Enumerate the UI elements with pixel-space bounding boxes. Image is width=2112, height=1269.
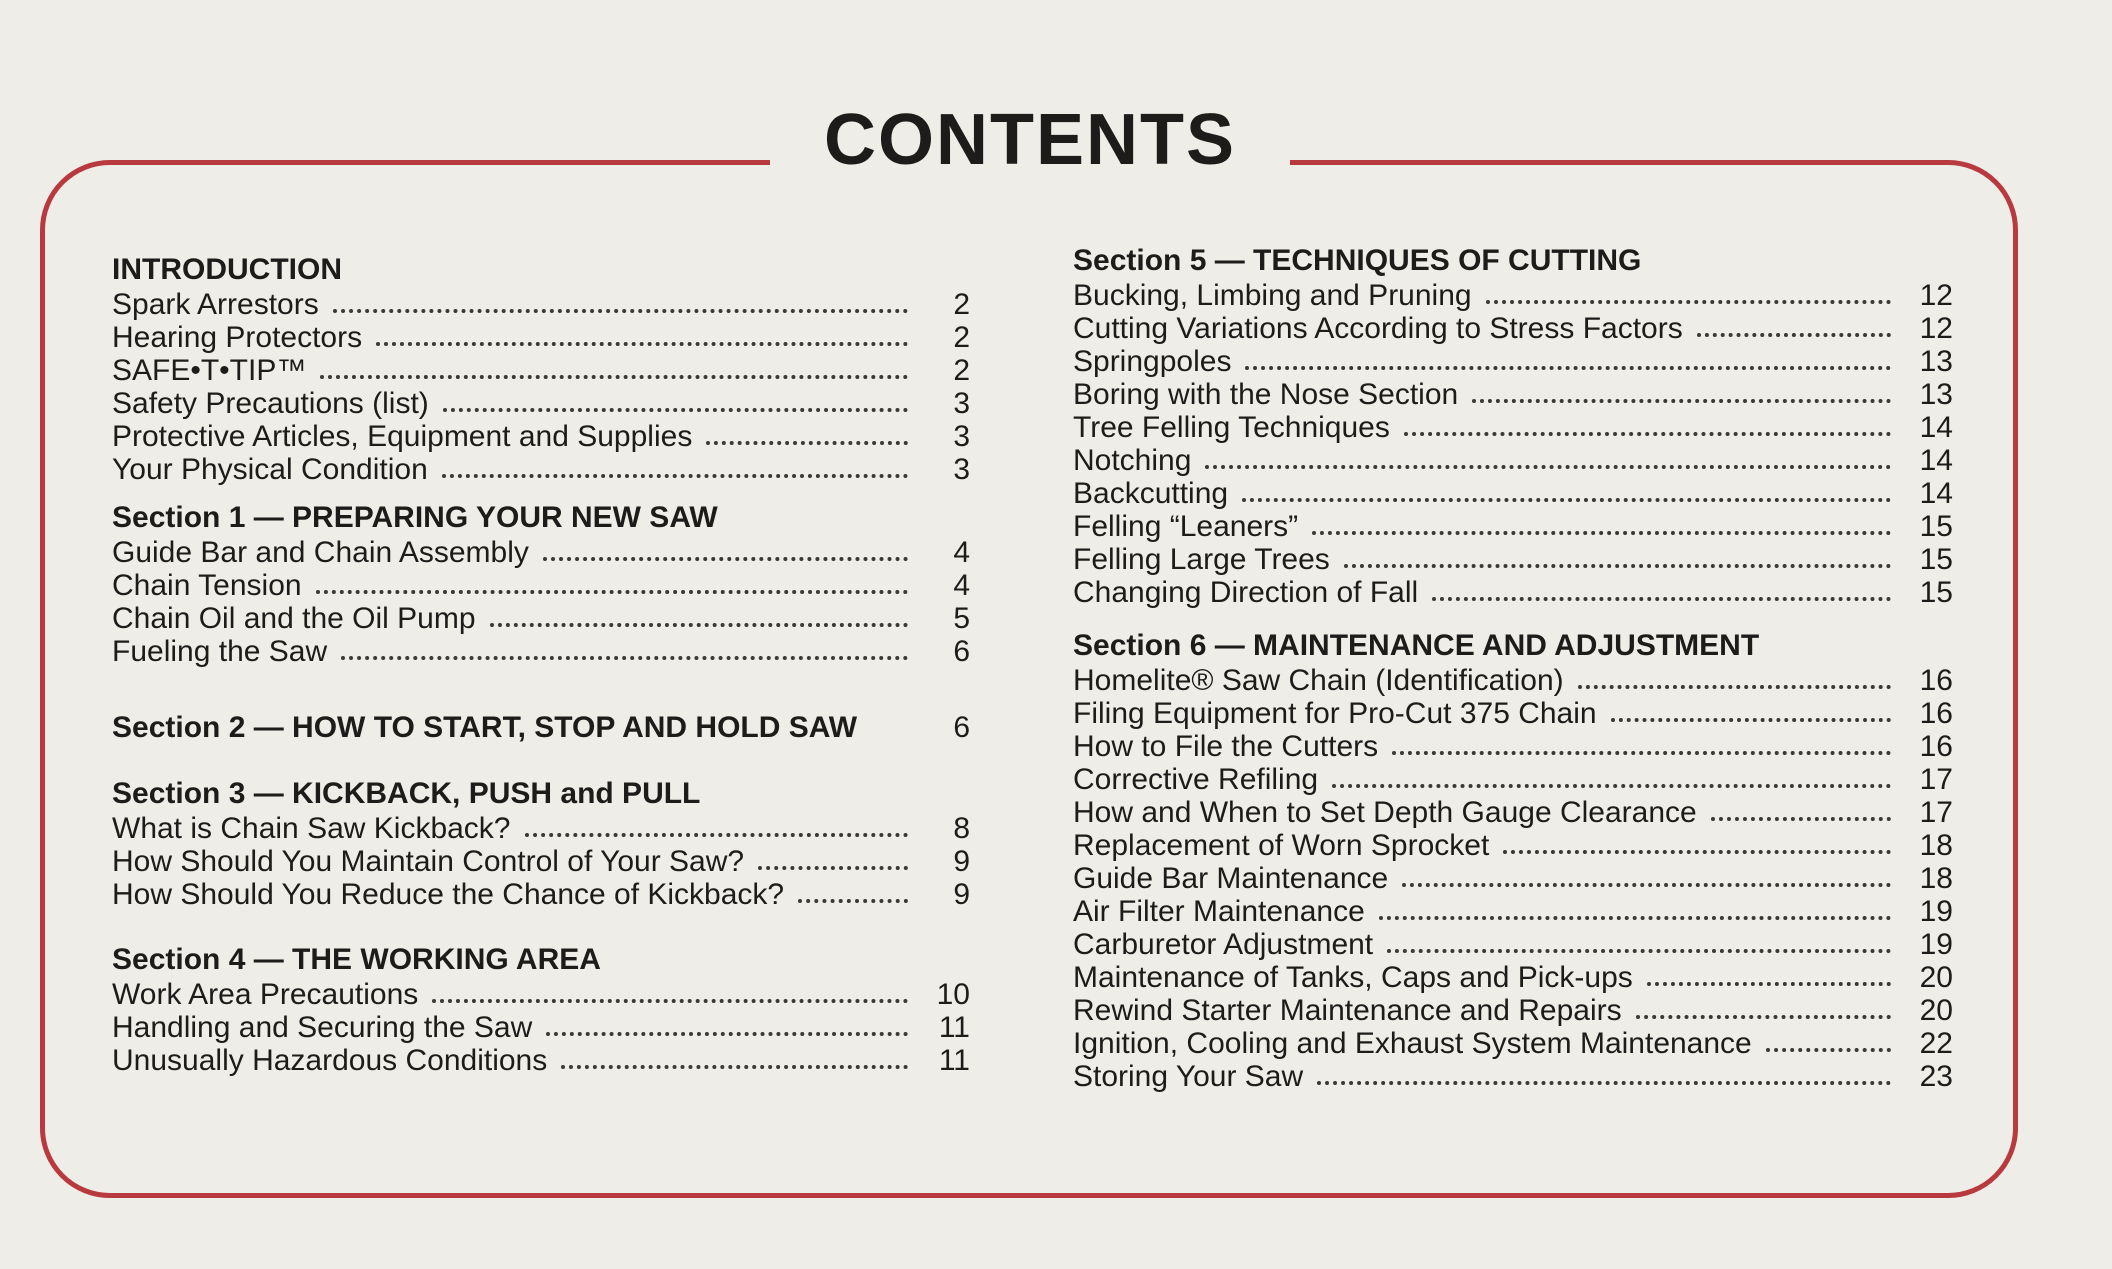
toc-entry bbox=[1073, 796, 1953, 829]
entry-title: Felling Large Trees bbox=[1073, 543, 1330, 576]
entry-page-number: 9 bbox=[953, 845, 970, 878]
section-heading bbox=[1073, 628, 1953, 664]
entry-title: Maintenance of Tanks, Caps and Pick-ups bbox=[1073, 961, 1633, 994]
section-heading-text: Section 5 — TECHNIQUES OF CUTTING bbox=[1073, 244, 1642, 277]
section-heading bbox=[112, 710, 970, 746]
entry-title: Homelite® Saw Chain (Identification) bbox=[1073, 664, 1564, 697]
entry-title: How and When to Set Depth Gauge Clearance bbox=[1073, 796, 1697, 829]
entry-page-number: 3 bbox=[953, 387, 970, 420]
dot-leader bbox=[1312, 531, 1891, 535]
toc-entry bbox=[112, 387, 970, 420]
toc-entry bbox=[112, 1011, 970, 1044]
entry-title: Changing Direction of Fall bbox=[1073, 576, 1419, 609]
entry-page-number: 2 bbox=[953, 354, 970, 387]
toc-entry bbox=[1073, 862, 1953, 895]
entry-title: What is Chain Saw Kickback? bbox=[112, 812, 511, 845]
entry-page-number: 15 bbox=[1919, 576, 1953, 609]
entry-title: Your Physical Condition bbox=[112, 453, 428, 486]
entry-title: Filing Equipment for Pro-Cut 375 Chain bbox=[1073, 697, 1597, 730]
section-heading-text: Section 6 — MAINTENANCE AND ADJUSTMENT bbox=[1073, 629, 1760, 662]
toc-entry bbox=[112, 1044, 970, 1077]
toc-entry bbox=[112, 845, 970, 878]
toc-entry bbox=[1073, 895, 1953, 928]
entry-title: Chain Oil and the Oil Pump bbox=[112, 602, 476, 635]
section-heading-text: Section 2 — HOW TO START, STOP AND HOLD SAW bbox=[112, 711, 858, 744]
toc-section bbox=[112, 500, 970, 668]
entry-page-number: 23 bbox=[1919, 1060, 1953, 1093]
entry-title: Notching bbox=[1073, 444, 1192, 477]
toc-entry bbox=[1073, 279, 1953, 312]
toc-entry bbox=[112, 288, 970, 321]
entry-title: Tree Felling Techniques bbox=[1073, 411, 1390, 444]
toc-entry bbox=[1073, 994, 1953, 1027]
entry-page-number: 17 bbox=[1919, 796, 1953, 829]
toc-section bbox=[1073, 243, 1953, 609]
toc-section bbox=[112, 942, 970, 1077]
dot-leader bbox=[1697, 333, 1891, 337]
section-heading-text: INTRODUCTION bbox=[112, 253, 342, 286]
toc-entry bbox=[1073, 477, 1953, 510]
entry-title: How to File the Cutters bbox=[1073, 730, 1379, 763]
entry-page-number: 5 bbox=[953, 602, 970, 635]
section-heading bbox=[112, 942, 970, 978]
dot-leader bbox=[320, 375, 908, 379]
dot-leader bbox=[333, 309, 908, 313]
dot-leader bbox=[490, 623, 908, 627]
dot-leader bbox=[706, 441, 908, 445]
section-page-number: 6 bbox=[953, 711, 970, 744]
dot-leader bbox=[1647, 982, 1891, 986]
dot-leader bbox=[798, 899, 908, 903]
dot-leader bbox=[1611, 718, 1891, 722]
toc-entry bbox=[112, 569, 970, 602]
dot-leader bbox=[1486, 300, 1891, 304]
dot-leader bbox=[341, 656, 908, 660]
dot-leader bbox=[1404, 432, 1891, 436]
entry-title: Felling “Leaners” bbox=[1073, 510, 1299, 543]
section-heading bbox=[112, 776, 970, 812]
entry-title: Spark Arrestors bbox=[112, 288, 319, 321]
entry-title: Guide Bar and Chain Assembly bbox=[112, 536, 529, 569]
toc-entry bbox=[1073, 378, 1953, 411]
entry-title: Handling and Securing the Saw bbox=[112, 1011, 533, 1044]
entry-title: SAFE•T•TIP™ bbox=[112, 354, 307, 387]
entry-page-number: 16 bbox=[1919, 664, 1953, 697]
dot-leader bbox=[561, 1065, 908, 1069]
entry-title: Rewind Starter Maintenance and Repairs bbox=[1073, 994, 1622, 1027]
toc-entry bbox=[112, 420, 970, 453]
entry-page-number: 17 bbox=[1919, 763, 1953, 796]
dot-leader bbox=[1402, 883, 1891, 887]
toc-entry bbox=[1073, 928, 1953, 961]
dot-leader bbox=[543, 557, 908, 561]
dot-leader bbox=[442, 474, 908, 478]
entry-title: Work Area Precautions bbox=[112, 978, 419, 1011]
toc-section bbox=[112, 776, 970, 911]
entry-page-number: 11 bbox=[938, 1011, 970, 1044]
dot-leader bbox=[1636, 1015, 1891, 1019]
entry-page-number: 4 bbox=[953, 569, 970, 602]
entry-page-number: 15 bbox=[1919, 543, 1953, 576]
section-heading-text: Section 4 — THE WORKING AREA bbox=[112, 943, 601, 976]
entry-page-number: 11 bbox=[938, 1044, 970, 1077]
entry-page-number: 14 bbox=[1919, 477, 1953, 510]
entry-title: Boring with the Nose Section bbox=[1073, 378, 1459, 411]
entry-title: Cutting Variations According to Stress Factors bbox=[1073, 312, 1683, 345]
section-heading bbox=[112, 252, 970, 288]
dot-leader bbox=[1344, 564, 1891, 568]
dot-leader bbox=[1242, 498, 1891, 502]
dot-leader bbox=[758, 866, 908, 870]
dot-leader bbox=[376, 342, 908, 346]
entry-title: Backcutting bbox=[1073, 477, 1229, 510]
entry-title: How Should You Reduce the Chance of Kickback? bbox=[112, 878, 785, 911]
toc-entry bbox=[112, 635, 970, 668]
entry-title: Unusually Hazardous Conditions bbox=[112, 1044, 548, 1077]
toc-entry bbox=[1073, 961, 1953, 994]
entry-title: Protective Articles, Equipment and Supplies bbox=[112, 420, 693, 453]
page-title: CONTENTS bbox=[824, 100, 1236, 180]
entry-page-number: 13 bbox=[1919, 345, 1953, 378]
entry-page-number: 10 bbox=[936, 978, 970, 1011]
dot-leader bbox=[432, 999, 908, 1003]
section-heading bbox=[1073, 243, 1953, 279]
toc-entry bbox=[1073, 345, 1953, 378]
dot-leader bbox=[1379, 916, 1891, 920]
toc-entry bbox=[1073, 543, 1953, 576]
toc-entry bbox=[112, 602, 970, 635]
entry-title: Storing Your Saw bbox=[1073, 1060, 1304, 1093]
entry-page-number: 15 bbox=[1919, 510, 1953, 543]
entry-page-number: 4 bbox=[953, 536, 970, 569]
toc-entry bbox=[1073, 730, 1953, 763]
toc-entry bbox=[1073, 1060, 1953, 1093]
title-block bbox=[770, 95, 1290, 185]
entry-title: How Should You Maintain Control of Your Saw? bbox=[112, 845, 745, 878]
dot-leader bbox=[1387, 949, 1891, 953]
dot-leader bbox=[443, 408, 908, 412]
dot-leader bbox=[1392, 751, 1891, 755]
toc-entry bbox=[1073, 444, 1953, 477]
entry-page-number: 14 bbox=[1919, 411, 1953, 444]
toc-entry bbox=[1073, 664, 1953, 697]
toc-entry bbox=[1073, 312, 1953, 345]
entry-page-number: 19 bbox=[1919, 928, 1953, 961]
entry-page-number: 16 bbox=[1919, 730, 1953, 763]
entry-title: Guide Bar Maintenance bbox=[1073, 862, 1389, 895]
toc-entry bbox=[1073, 763, 1953, 796]
dot-leader bbox=[1205, 465, 1891, 469]
toc-entry bbox=[1073, 576, 1953, 609]
toc-entry bbox=[1073, 1027, 1953, 1060]
toc-entry bbox=[112, 812, 970, 845]
toc-entry bbox=[1073, 697, 1953, 730]
toc-entry bbox=[112, 978, 970, 1011]
toc-section bbox=[1073, 628, 1953, 1093]
entry-title: Springpoles bbox=[1073, 345, 1232, 378]
entry-page-number: 12 bbox=[1919, 312, 1953, 345]
entry-page-number: 20 bbox=[1919, 961, 1953, 994]
dot-leader bbox=[1711, 817, 1891, 821]
section-heading bbox=[112, 500, 970, 536]
entry-title: Air Filter Maintenance bbox=[1073, 895, 1365, 928]
dot-leader bbox=[1317, 1081, 1891, 1085]
entry-page-number: 2 bbox=[953, 321, 970, 354]
entry-page-number: 2 bbox=[953, 288, 970, 321]
entry-title: Bucking, Limbing and Pruning bbox=[1073, 279, 1472, 312]
toc-entry bbox=[112, 354, 970, 387]
entry-page-number: 19 bbox=[1919, 895, 1953, 928]
dot-leader bbox=[1766, 1048, 1891, 1052]
toc-entry bbox=[112, 453, 970, 486]
entry-title: Hearing Protectors bbox=[112, 321, 363, 354]
dot-leader bbox=[1432, 597, 1891, 601]
entry-title: Carburetor Adjustment bbox=[1073, 928, 1374, 961]
entry-page-number: 3 bbox=[953, 453, 970, 486]
entry-title: Chain Tension bbox=[112, 569, 302, 602]
entry-page-number: 20 bbox=[1919, 994, 1953, 1027]
toc-section bbox=[112, 710, 970, 746]
entry-page-number: 18 bbox=[1919, 829, 1953, 862]
entry-page-number: 13 bbox=[1919, 378, 1953, 411]
entry-page-number: 9 bbox=[953, 878, 970, 911]
toc-entry bbox=[112, 321, 970, 354]
entry-title: Safety Precautions (list) bbox=[112, 387, 429, 420]
dot-leader bbox=[546, 1032, 908, 1036]
dot-leader bbox=[1578, 685, 1891, 689]
toc-entry bbox=[1073, 510, 1953, 543]
entry-page-number: 12 bbox=[1919, 279, 1953, 312]
toc-section bbox=[112, 252, 970, 486]
entry-title: Replacement of Worn Sprocket bbox=[1073, 829, 1490, 862]
entry-page-number: 6 bbox=[953, 635, 970, 668]
entry-title: Fueling the Saw bbox=[112, 635, 328, 668]
entry-title: Ignition, Cooling and Exhaust System Maintenance bbox=[1073, 1027, 1752, 1060]
entry-page-number: 22 bbox=[1919, 1027, 1953, 1060]
dot-leader bbox=[1332, 784, 1891, 788]
section-heading-text: Section 1 — PREPARING YOUR NEW SAW bbox=[112, 501, 718, 534]
dot-leader bbox=[1503, 850, 1891, 854]
entry-title: Corrective Refiling bbox=[1073, 763, 1319, 796]
entry-page-number: 8 bbox=[953, 812, 970, 845]
entry-page-number: 18 bbox=[1919, 862, 1953, 895]
toc-entry bbox=[112, 878, 970, 911]
toc-entry bbox=[112, 536, 970, 569]
dot-leader bbox=[1472, 399, 1891, 403]
entry-page-number: 14 bbox=[1919, 444, 1953, 477]
toc-entry bbox=[1073, 829, 1953, 862]
section-heading-text: Section 3 — KICKBACK, PUSH and PULL bbox=[112, 777, 701, 810]
dot-leader bbox=[316, 590, 908, 594]
entry-page-number: 16 bbox=[1919, 697, 1953, 730]
dot-leader bbox=[1245, 366, 1891, 370]
toc-entry bbox=[1073, 411, 1953, 444]
entry-page-number: 3 bbox=[953, 420, 970, 453]
dot-leader bbox=[525, 833, 909, 837]
